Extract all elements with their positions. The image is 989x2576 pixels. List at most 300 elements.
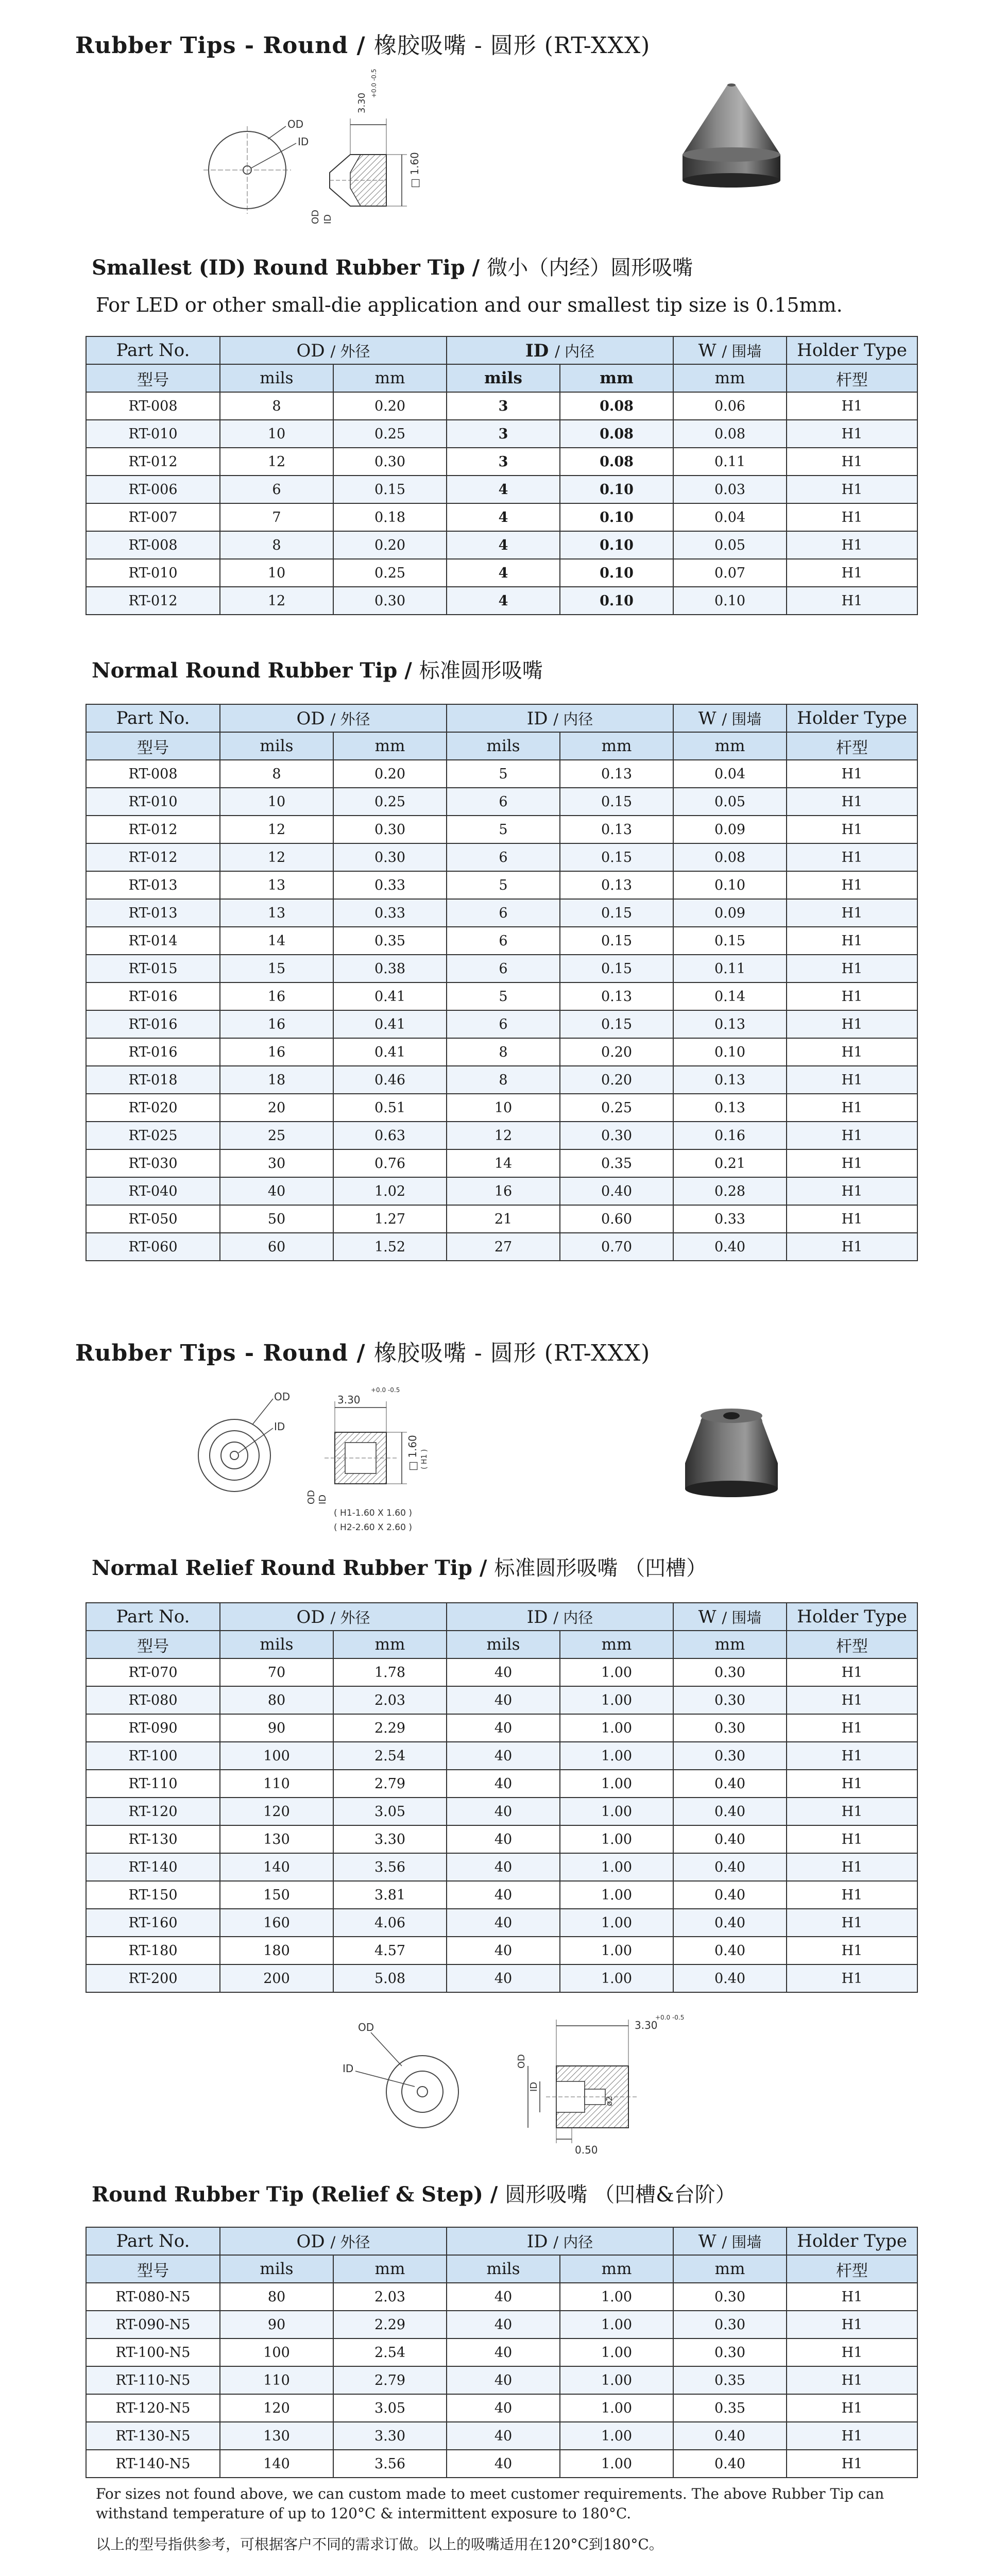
table-cell: 0.30 bbox=[560, 1122, 673, 1149]
header-holder-cn: 杆型 bbox=[787, 732, 917, 760]
table-row bbox=[86, 1937, 917, 1964]
diameter-label: □ 1.60 bbox=[408, 152, 421, 188]
table-cell: 1.00 bbox=[560, 1853, 673, 1881]
table-cell: 10 bbox=[220, 788, 333, 816]
header-holder: Holder Type bbox=[787, 1603, 917, 1631]
table-cell: 0.25 bbox=[560, 1094, 673, 1122]
table-row bbox=[86, 871, 917, 899]
table-cell: 100 bbox=[220, 1742, 333, 1770]
header-id-mm: mm bbox=[560, 364, 673, 392]
table-cell: 0.33 bbox=[673, 1205, 787, 1233]
table-cell: 1.00 bbox=[560, 1937, 673, 1964]
table-cell: 20 bbox=[220, 1094, 333, 1122]
table-cell: 8 bbox=[447, 1038, 560, 1066]
table-cell: 0.13 bbox=[673, 1094, 787, 1122]
table-cell: 1.02 bbox=[333, 1177, 447, 1205]
product-image-cone-tip bbox=[670, 72, 793, 206]
table-cell: RT-010 bbox=[86, 559, 220, 587]
table-cell: RT-050 bbox=[86, 1205, 220, 1233]
id-side-label: ID bbox=[528, 2081, 539, 2092]
header-od-mm: mm bbox=[333, 1631, 447, 1658]
table-cell: 0.35 bbox=[673, 2366, 787, 2394]
table-row bbox=[86, 1909, 917, 1937]
table-cell: H1 bbox=[787, 2394, 917, 2422]
note-h2: ( H2-2.60 X 2.60 ) bbox=[334, 1522, 412, 1533]
table-cell: 0.30 bbox=[333, 448, 447, 476]
table-cell: RT-013 bbox=[86, 871, 220, 899]
table-cell: RT-016 bbox=[86, 982, 220, 1010]
table-cell: 3.56 bbox=[333, 2450, 447, 2478]
table-row bbox=[86, 2311, 917, 2338]
table-cell: 1.00 bbox=[560, 1770, 673, 1798]
table-cell: 0.51 bbox=[333, 1094, 447, 1122]
table-cell: 0.10 bbox=[560, 503, 673, 531]
table-cell: H1 bbox=[787, 1010, 917, 1038]
table-cell: 40 bbox=[447, 2422, 560, 2450]
table-cell: H1 bbox=[787, 1686, 917, 1714]
table-cell: 0.33 bbox=[333, 871, 447, 899]
table-cell: 1.00 bbox=[560, 2311, 673, 2338]
header-od-mm: mm bbox=[333, 732, 447, 760]
table-row bbox=[86, 2366, 917, 2394]
table-cell: 60 bbox=[220, 1233, 333, 1261]
table-cell: RT-140-N5 bbox=[86, 2450, 220, 2478]
table-cell: 0.40 bbox=[673, 1825, 787, 1853]
table-cell: H1 bbox=[787, 927, 917, 955]
table-cell: 0.35 bbox=[333, 927, 447, 955]
step-depth-label: 0.50 bbox=[575, 2144, 598, 2156]
table-cell: RT-090 bbox=[86, 1714, 220, 1742]
table-row bbox=[86, 2450, 917, 2478]
table-row bbox=[86, 1010, 917, 1038]
table-cell: 0.40 bbox=[673, 1798, 787, 1825]
table-cell: H1 bbox=[787, 871, 917, 899]
table-row bbox=[86, 420, 917, 448]
table-cell: 4 bbox=[447, 587, 560, 615]
table-cell: H1 bbox=[787, 1177, 917, 1205]
table-cell: 2.79 bbox=[333, 1770, 447, 1798]
table-cell: 1.00 bbox=[560, 1658, 673, 1686]
table-cell: 16 bbox=[220, 1038, 333, 1066]
table-cell: 0.04 bbox=[673, 760, 787, 788]
table-cell: 40 bbox=[447, 2338, 560, 2366]
table-row bbox=[86, 927, 917, 955]
footer-note-en: For sizes not found above, we can custom made to meet customer requirements. The above Rubber Tip can withstand temperature of up to 120°C & intermittent exposure to 180°C. bbox=[96, 2485, 884, 2522]
table-cell: RT-008 bbox=[86, 531, 220, 559]
table-cell: RT-016 bbox=[86, 1010, 220, 1038]
table-cell: 0.30 bbox=[673, 2283, 787, 2311]
table-cell: 6 bbox=[447, 927, 560, 955]
table-cell: 0.40 bbox=[673, 2422, 787, 2450]
table-cell: 0.20 bbox=[333, 531, 447, 559]
od-label: OD bbox=[287, 118, 304, 130]
section-title-2: Rubber Tips - Round / 橡胶吸嘴 - 圆形 (RT-XXX) bbox=[75, 1340, 651, 1366]
table-cell: 40 bbox=[447, 1770, 560, 1798]
table-cell: 0.15 bbox=[560, 788, 673, 816]
table-cell: H1 bbox=[787, 2311, 917, 2338]
od-label: OD bbox=[274, 1391, 291, 1403]
step-diameter-label: ø2 bbox=[604, 2096, 614, 2106]
table-cell: 6 bbox=[447, 788, 560, 816]
table-row bbox=[86, 1798, 917, 1825]
table-cell: 3 bbox=[447, 420, 560, 448]
table-row bbox=[86, 2283, 917, 2311]
table-cell: 0.10 bbox=[673, 871, 787, 899]
id-side-label: ID bbox=[317, 1494, 328, 1504]
table-cell: 140 bbox=[220, 1853, 333, 1881]
table-cell: 8 bbox=[447, 1066, 560, 1094]
table-cell: RT-110 bbox=[86, 1770, 220, 1798]
tolerance-label: +0.0 -0.5 bbox=[655, 2014, 685, 2021]
table-cell: H1 bbox=[787, 476, 917, 503]
table-row bbox=[86, 531, 917, 559]
table-cell: 12 bbox=[220, 816, 333, 843]
header-part-no: Part No. bbox=[86, 1603, 220, 1631]
table-cell: 0.41 bbox=[333, 1010, 447, 1038]
table-cell: 15 bbox=[220, 955, 333, 982]
table-row bbox=[86, 816, 917, 843]
table-cell: 21 bbox=[447, 1205, 560, 1233]
header-id-mils: mils bbox=[447, 732, 560, 760]
table-cell: RT-006 bbox=[86, 476, 220, 503]
table-cell: 5 bbox=[447, 816, 560, 843]
table-cell: 0.30 bbox=[673, 1714, 787, 1742]
header-od-mm: mm bbox=[333, 364, 447, 392]
table2-title: Normal Round Rubber Tip / 标准圆形吸嘴 bbox=[92, 658, 543, 683]
header-w: W / 围墙 bbox=[673, 1603, 787, 1631]
header-id-mils: mils bbox=[447, 364, 560, 392]
table-cell: 0.13 bbox=[560, 871, 673, 899]
table-cell: 0.21 bbox=[673, 1149, 787, 1177]
table-cell: 12 bbox=[447, 1122, 560, 1149]
table-cell: RT-007 bbox=[86, 503, 220, 531]
table-cell: 0.40 bbox=[673, 1770, 787, 1798]
table-cell: 0.13 bbox=[560, 760, 673, 788]
table-cell: 80 bbox=[220, 1686, 333, 1714]
header-w: W / 围墙 bbox=[673, 704, 787, 732]
table-row bbox=[86, 788, 917, 816]
table-row bbox=[86, 503, 917, 531]
table-cell: 0.46 bbox=[333, 1066, 447, 1094]
header-od-mils: mils bbox=[220, 2255, 333, 2283]
table-cell: 40 bbox=[447, 1714, 560, 1742]
table-cell: 1.52 bbox=[333, 1233, 447, 1261]
table-cell: H1 bbox=[787, 982, 917, 1010]
header-id-mm: mm bbox=[560, 2255, 673, 2283]
table-cell: 0.16 bbox=[673, 1122, 787, 1149]
table-cell: 4 bbox=[447, 531, 560, 559]
header-od-mm: mm bbox=[333, 2255, 447, 2283]
table-cell: 3 bbox=[447, 392, 560, 420]
table-cell: 120 bbox=[220, 1798, 333, 1825]
id-label: ID bbox=[343, 2062, 354, 2075]
header-w-mm: mm bbox=[673, 2255, 787, 2283]
table-cell: 10 bbox=[220, 420, 333, 448]
table-cell: 0.30 bbox=[673, 1658, 787, 1686]
length-label: 3.30 bbox=[356, 92, 367, 113]
table-cell: RT-120 bbox=[86, 1798, 220, 1825]
table-cell: 4 bbox=[447, 476, 560, 503]
table-cell: 16 bbox=[220, 1010, 333, 1038]
id-side-label: ID bbox=[322, 214, 333, 224]
table-cell: 0.10 bbox=[560, 531, 673, 559]
table-cell: 8 bbox=[220, 760, 333, 788]
table-cell: H1 bbox=[787, 816, 917, 843]
table-cell: 0.08 bbox=[560, 392, 673, 420]
table-cell: 5 bbox=[447, 982, 560, 1010]
table-cell: 40 bbox=[447, 2394, 560, 2422]
table-cell: RT-025 bbox=[86, 1122, 220, 1149]
table-relief-step-round bbox=[86, 2227, 918, 2478]
table-cell: 14 bbox=[447, 1149, 560, 1177]
table-cell: 0.09 bbox=[673, 816, 787, 843]
table-cell: 0.18 bbox=[333, 503, 447, 531]
table-cell: 0.14 bbox=[673, 982, 787, 1010]
table-cell: RT-008 bbox=[86, 760, 220, 788]
table-cell: 80 bbox=[220, 2283, 333, 2311]
table-row bbox=[86, 559, 917, 587]
header-holder: Holder Type bbox=[787, 704, 917, 732]
table-cell: 0.25 bbox=[333, 788, 447, 816]
table-cell: 14 bbox=[220, 927, 333, 955]
table-cell: H1 bbox=[787, 1714, 917, 1742]
table-cell: 0.10 bbox=[560, 559, 673, 587]
table-cell: 0.25 bbox=[333, 420, 447, 448]
table-row bbox=[86, 476, 917, 503]
table-row bbox=[86, 1881, 917, 1909]
table-cell: 40 bbox=[447, 1937, 560, 1964]
table-cell: 40 bbox=[447, 1825, 560, 1853]
od-label: OD bbox=[358, 2021, 374, 2033]
table-cell: H1 bbox=[787, 1205, 917, 1233]
header-id: ID / 内径 bbox=[447, 2227, 673, 2255]
table-cell: RT-010 bbox=[86, 788, 220, 816]
table-cell: RT-120-N5 bbox=[86, 2394, 220, 2422]
table-row bbox=[86, 1149, 917, 1177]
table-cell: 4 bbox=[447, 559, 560, 587]
table-cell: RT-013 bbox=[86, 899, 220, 927]
table-cell: 40 bbox=[447, 1881, 560, 1909]
table-cell: 16 bbox=[447, 1177, 560, 1205]
id-label: ID bbox=[274, 1420, 285, 1433]
table-cell: 12 bbox=[220, 587, 333, 615]
table-cell: 200 bbox=[220, 1964, 333, 1992]
table-row bbox=[86, 1742, 917, 1770]
table-row bbox=[86, 1233, 917, 1261]
header-id-mils: mils bbox=[447, 1631, 560, 1658]
table-cell: H1 bbox=[787, 1658, 917, 1686]
table-cell: 0.11 bbox=[673, 448, 787, 476]
table-cell: 6 bbox=[447, 843, 560, 871]
header-w-mm: mm bbox=[673, 732, 787, 760]
table-cell: 120 bbox=[220, 2394, 333, 2422]
header-od: OD / 外径 bbox=[220, 2227, 447, 2255]
table-cell: 1.00 bbox=[560, 1714, 673, 1742]
table-cell: 3.30 bbox=[333, 2422, 447, 2450]
id-label: ID bbox=[298, 135, 309, 148]
note-h1: ( H1-1.60 X 1.60 ) bbox=[334, 1508, 412, 1518]
table-cell: RT-030 bbox=[86, 1149, 220, 1177]
header-part-cn: 型号 bbox=[86, 364, 220, 392]
table-cell: 0.13 bbox=[560, 816, 673, 843]
table-cell: 0.08 bbox=[560, 448, 673, 476]
table-cell: 0.15 bbox=[560, 899, 673, 927]
table4-title: Round Rubber Tip (Relief & Step) / 圆形吸嘴 （凹槽&台阶） bbox=[92, 2182, 736, 2207]
table-cell: 0.40 bbox=[560, 1177, 673, 1205]
table-cell: 0.30 bbox=[333, 816, 447, 843]
tolerance-label: +0.0 -0.5 bbox=[371, 1386, 400, 1394]
product-image-relief-tip bbox=[670, 1391, 793, 1515]
table-cell: 3.05 bbox=[333, 1798, 447, 1825]
table-cell: 0.60 bbox=[560, 1205, 673, 1233]
technical-drawing-relief-step-tip bbox=[330, 2009, 685, 2159]
table-cell: 1.00 bbox=[560, 1964, 673, 1992]
table-cell: 0.41 bbox=[333, 1038, 447, 1066]
table-cell: 0.06 bbox=[673, 392, 787, 420]
table-cell: H1 bbox=[787, 899, 917, 927]
header-od: OD / 外径 bbox=[220, 704, 447, 732]
table-cell: 6 bbox=[447, 899, 560, 927]
table-cell: 8 bbox=[220, 392, 333, 420]
table-cell: H1 bbox=[787, 788, 917, 816]
table-cell: RT-016 bbox=[86, 1038, 220, 1066]
header-part-no: Part No. bbox=[86, 336, 220, 364]
table-cell: 0.28 bbox=[673, 1177, 787, 1205]
table-cell: H1 bbox=[787, 1742, 917, 1770]
table-row bbox=[86, 1770, 917, 1798]
table-cell: H1 bbox=[787, 587, 917, 615]
table-cell: 27 bbox=[447, 1233, 560, 1261]
table-cell: 40 bbox=[447, 1798, 560, 1825]
table-cell: 5 bbox=[447, 760, 560, 788]
table-cell: 0.20 bbox=[333, 392, 447, 420]
table-cell: 5 bbox=[447, 871, 560, 899]
header-holder-cn: 杆型 bbox=[787, 1631, 917, 1658]
table-cell: RT-180 bbox=[86, 1937, 220, 1964]
table-cell: 0.63 bbox=[333, 1122, 447, 1149]
table-cell: 0.30 bbox=[673, 1742, 787, 1770]
header-part-cn: 型号 bbox=[86, 1631, 220, 1658]
table-cell: 8 bbox=[220, 531, 333, 559]
table-cell: 40 bbox=[447, 1742, 560, 1770]
table-cell: 40 bbox=[447, 2311, 560, 2338]
table-cell: 0.76 bbox=[333, 1149, 447, 1177]
table-cell: H1 bbox=[787, 760, 917, 788]
table3-title: Normal Relief Round Rubber Tip / 标准圆形吸嘴 （凹槽） bbox=[92, 1556, 707, 1580]
header-id-mm: mm bbox=[560, 1631, 673, 1658]
table-cell: H1 bbox=[787, 1770, 917, 1798]
table-cell: 0.30 bbox=[673, 2338, 787, 2366]
table-cell: 1.78 bbox=[333, 1658, 447, 1686]
table-cell: 1.27 bbox=[333, 1205, 447, 1233]
footer-note-cn: 以上的型号指供参考，可根据客户不同的需求订做。以上的吸嘴适用在120°C到180°C。 bbox=[96, 2536, 663, 2553]
table-row bbox=[86, 955, 917, 982]
table-cell: 130 bbox=[220, 2422, 333, 2450]
table-cell: RT-008 bbox=[86, 392, 220, 420]
table-cell: 0.05 bbox=[673, 531, 787, 559]
header-od-mils: mils bbox=[220, 1631, 333, 1658]
table-cell: 0.30 bbox=[673, 2311, 787, 2338]
table-cell: 2.54 bbox=[333, 1742, 447, 1770]
table-cell: 3.05 bbox=[333, 2394, 447, 2422]
table-cell: 40 bbox=[447, 2450, 560, 2478]
table-row bbox=[86, 1686, 917, 1714]
table-cell: 0.04 bbox=[673, 503, 787, 531]
table-cell: 1.00 bbox=[560, 1742, 673, 1770]
section-title-1: Rubber Tips - Round / 橡胶吸嘴 - 圆形 (RT-XXX) bbox=[75, 32, 651, 59]
table-cell: H1 bbox=[787, 559, 917, 587]
table-row bbox=[86, 2338, 917, 2366]
table-cell: 0.10 bbox=[673, 1038, 787, 1066]
table-cell: 40 bbox=[447, 1686, 560, 1714]
table-cell: H1 bbox=[787, 2283, 917, 2311]
table-cell: RT-080-N5 bbox=[86, 2283, 220, 2311]
table-cell: 130 bbox=[220, 1825, 333, 1853]
table-cell: 0.10 bbox=[560, 587, 673, 615]
table-cell: H1 bbox=[787, 1937, 917, 1964]
table-cell: H1 bbox=[787, 1881, 917, 1909]
table-cell: 10 bbox=[447, 1094, 560, 1122]
table-row bbox=[86, 1122, 917, 1149]
technical-drawing-round-tip bbox=[196, 69, 464, 227]
table-row bbox=[86, 843, 917, 871]
length-label: 3.30 bbox=[337, 1394, 361, 1406]
table-normal-relief-round bbox=[86, 1602, 918, 1993]
table-cell: 7 bbox=[220, 503, 333, 531]
table-cell: 0.41 bbox=[333, 982, 447, 1010]
table-cell: 0.08 bbox=[673, 843, 787, 871]
header-od-mils: mils bbox=[220, 732, 333, 760]
table-cell: 140 bbox=[220, 2450, 333, 2478]
table-row bbox=[86, 1205, 917, 1233]
table-cell: 0.30 bbox=[333, 843, 447, 871]
table-cell: RT-012 bbox=[86, 448, 220, 476]
table-cell: 0.13 bbox=[560, 982, 673, 1010]
table-row bbox=[86, 760, 917, 788]
table-cell: RT-012 bbox=[86, 816, 220, 843]
table-cell: 12 bbox=[220, 448, 333, 476]
table-cell: 4.06 bbox=[333, 1909, 447, 1937]
table-cell: 0.13 bbox=[673, 1010, 787, 1038]
table-row bbox=[86, 1853, 917, 1881]
table-row bbox=[86, 1714, 917, 1742]
table-row bbox=[86, 982, 917, 1010]
table-row bbox=[86, 1658, 917, 1686]
table-cell: H1 bbox=[787, 955, 917, 982]
table-cell: 100 bbox=[220, 2338, 333, 2366]
header-w-mm: mm bbox=[673, 364, 787, 392]
table-cell: 0.35 bbox=[560, 1149, 673, 1177]
table-cell: 0.11 bbox=[673, 955, 787, 982]
table-cell: RT-160 bbox=[86, 1909, 220, 1937]
table-cell: 1.00 bbox=[560, 2283, 673, 2311]
table-cell: RT-070 bbox=[86, 1658, 220, 1686]
table-cell: 0.15 bbox=[560, 955, 673, 982]
table-cell: RT-060 bbox=[86, 1233, 220, 1261]
table-cell: 40 bbox=[447, 1964, 560, 1992]
table-cell: 2.79 bbox=[333, 2366, 447, 2394]
table-cell: 30 bbox=[220, 1149, 333, 1177]
table-cell: 0.40 bbox=[673, 1853, 787, 1881]
header-holder-cn: 杆型 bbox=[787, 2255, 917, 2283]
table-cell: 40 bbox=[447, 2283, 560, 2311]
table-cell: RT-080 bbox=[86, 1686, 220, 1714]
table-cell: 3 bbox=[447, 448, 560, 476]
table-row bbox=[86, 899, 917, 927]
table-cell: 1.00 bbox=[560, 2450, 673, 2478]
table-cell: 90 bbox=[220, 1714, 333, 1742]
table-row bbox=[86, 587, 917, 615]
